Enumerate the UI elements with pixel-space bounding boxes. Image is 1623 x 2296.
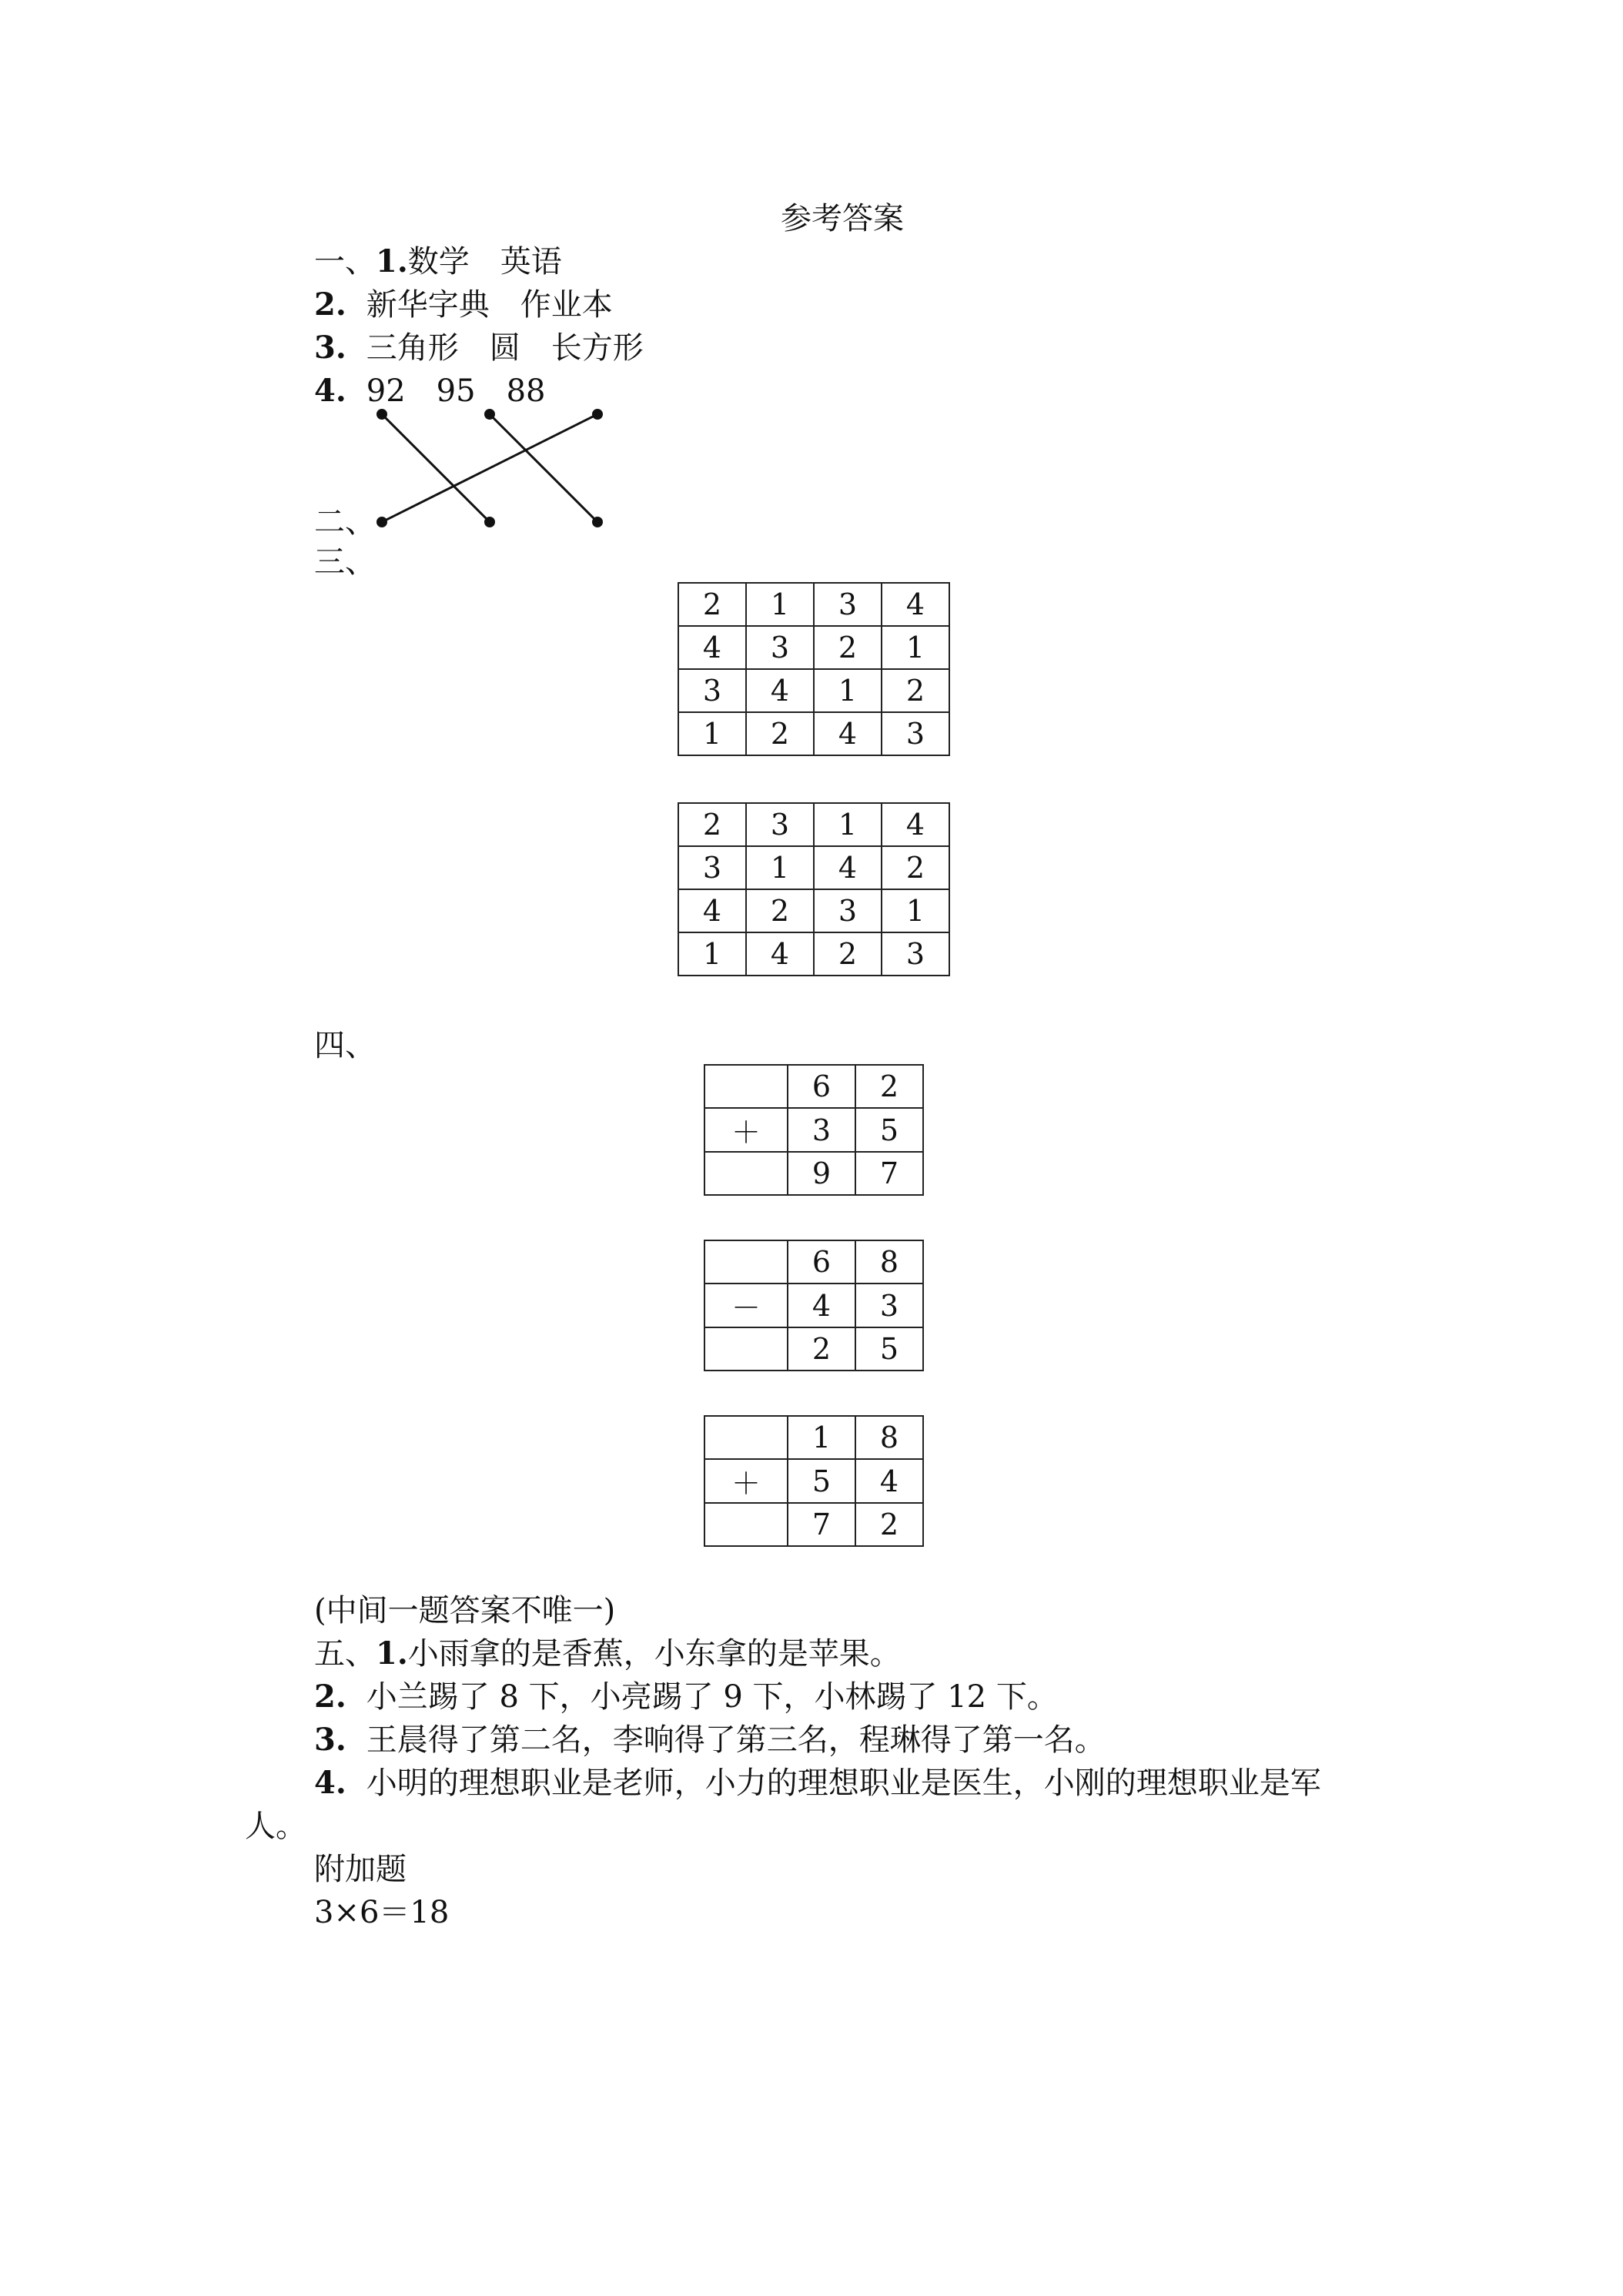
answer-text: 圆 [489, 330, 520, 366]
arithmetic-problem-3 [704, 1415, 924, 1547]
digit-cell: 1 [788, 1416, 855, 1459]
grid-cell: 2 [814, 626, 882, 669]
grid-cell: 3 [814, 583, 882, 626]
grid-cell: 3 [882, 932, 949, 976]
digit-cell: 2 [788, 1327, 855, 1371]
section1-item2 [314, 283, 613, 326]
table-row [704, 1108, 923, 1152]
operator-cell [704, 1152, 788, 1195]
grid-cell: 1 [746, 583, 814, 626]
answer-text: 小兰踢了 8 下，小亮踢了 9 下，小林踢了 12 下。 [366, 1679, 1058, 1715]
answer-text: 95 [436, 373, 476, 409]
matching-dot [592, 517, 603, 527]
digit-cell: 7 [855, 1152, 923, 1195]
section5-heading: 五、 [314, 1636, 376, 1672]
bonus-heading: 附加题 [314, 1852, 407, 1887]
digit-cell: 8 [855, 1240, 923, 1284]
grid-cell: 4 [814, 712, 882, 755]
sudoku-grid-2 [678, 802, 950, 976]
section2-heading: 二、 [314, 504, 376, 540]
operator-cell [704, 1240, 788, 1284]
grid-cell: 3 [814, 889, 882, 932]
section4-heading: 四、 [314, 1028, 376, 1063]
arithmetic-problem-1 [704, 1064, 924, 1196]
section1-item4-num: 4. [314, 373, 346, 409]
operator-cell [704, 1327, 788, 1371]
digit-cell: 4 [855, 1459, 923, 1503]
answer-text: 王晨得了第二名，李响得了第三名，程琳得了第一名。 [366, 1722, 1106, 1758]
answer-text: 作业本 [520, 287, 613, 323]
grid-cell: 4 [746, 669, 814, 712]
table-row [704, 1240, 923, 1284]
grid-cell: 2 [814, 932, 882, 976]
digit-cell: 8 [855, 1416, 923, 1459]
operator-cell: ＋ [704, 1459, 788, 1503]
matching-dot [376, 517, 387, 527]
answer-text: 新华字典 [366, 287, 490, 323]
grid-cell: 4 [746, 932, 814, 976]
table-row [678, 932, 949, 976]
table-row [704, 1284, 923, 1327]
grid-cell: 3 [678, 669, 746, 712]
section3-heading: 三、 [314, 544, 376, 580]
section5-item1 [314, 1632, 901, 1675]
digit-cell: 9 [788, 1152, 855, 1195]
grid-cell: 1 [678, 932, 746, 976]
digit-cell: 2 [855, 1065, 923, 1108]
answer-text: 88 [506, 373, 546, 409]
matching-line [490, 414, 597, 522]
grid-cell: 2 [678, 803, 746, 846]
grid-cell: 2 [678, 583, 746, 626]
section4-note: (中间一题答案不唯一) [314, 1593, 616, 1628]
section5-item4-num: 4. [314, 1765, 346, 1801]
operator-cell: － [704, 1284, 788, 1327]
grid-cell: 3 [746, 626, 814, 669]
digit-cell: 6 [788, 1065, 855, 1108]
table-row [678, 583, 949, 626]
bonus-answer: 3×6＝18 [314, 1895, 450, 1930]
table-row [678, 889, 949, 932]
section1-item3-num: 3. [314, 330, 346, 366]
matching-dot [484, 517, 495, 527]
section5-item2-num: 2. [314, 1678, 346, 1715]
grid-cell: 4 [882, 583, 949, 626]
section5-item1-num: 1. [376, 1635, 408, 1672]
digit-cell: 6 [788, 1240, 855, 1284]
table-row [704, 1152, 923, 1195]
answer-text: 数学 [407, 244, 470, 279]
answer-text: 长方形 [550, 330, 644, 366]
grid-cell: 1 [746, 846, 814, 889]
table-row [704, 1416, 923, 1459]
grid-cell: 3 [678, 846, 746, 889]
grid-cell: 2 [882, 846, 949, 889]
answer-text: 小明的理想职业是老师，小力的理想职业是医生，小刚的理想职业是军 [366, 1766, 1321, 1801]
section5-item3-num: 3. [314, 1722, 346, 1758]
table-row [704, 1327, 923, 1371]
digit-cell: 2 [855, 1503, 923, 1546]
grid-cell: 4 [678, 889, 746, 932]
section1-item1 [314, 240, 562, 283]
grid-cell: 4 [882, 803, 949, 846]
answer-text: 三角形 [366, 330, 459, 366]
digit-cell: 5 [855, 1327, 923, 1371]
digit-cell: 5 [855, 1108, 923, 1152]
grid-cell: 2 [882, 669, 949, 712]
matching-dot [592, 409, 603, 420]
section5-item4-continuation: 人。 [245, 1809, 306, 1844]
matching-dot [484, 409, 495, 420]
grid-cell: 4 [814, 846, 882, 889]
section5-item4 [314, 1762, 1321, 1805]
section1-item3 [314, 326, 644, 370]
operator-cell [704, 1065, 788, 1108]
grid-cell: 2 [746, 889, 814, 932]
matching-line [382, 414, 490, 522]
grid-cell: 4 [678, 626, 746, 669]
operator-cell [704, 1416, 788, 1459]
grid-cell: 3 [882, 712, 949, 755]
grid-cell: 1 [678, 712, 746, 755]
grid-cell: 2 [746, 712, 814, 755]
section1-item1-num: 1. [376, 243, 408, 279]
digit-cell: 3 [788, 1108, 855, 1152]
table-row [678, 712, 949, 755]
section5-item2 [314, 1675, 1058, 1719]
operator-cell: ＋ [704, 1108, 788, 1152]
table-row [678, 803, 949, 846]
operator-cell [704, 1503, 788, 1546]
matching-line [382, 414, 597, 522]
section1-heading: 一、 [314, 244, 376, 279]
answer-text: 英语 [500, 244, 562, 279]
answer-text: 小雨拿的是香蕉，小东拿的是苹果。 [407, 1636, 901, 1672]
matching-dot [376, 409, 387, 420]
section1-item2-num: 2. [314, 286, 346, 323]
table-row [704, 1503, 923, 1546]
sudoku-grid-1 [678, 582, 950, 756]
answer-text: 92 [366, 373, 406, 409]
grid-cell: 1 [882, 626, 949, 669]
digit-cell: 5 [788, 1459, 855, 1503]
matching-diagram [362, 400, 616, 539]
digit-cell: 3 [855, 1284, 923, 1327]
digit-cell: 4 [788, 1284, 855, 1327]
section5-item3 [314, 1719, 1106, 1762]
grid-cell: 1 [814, 803, 882, 846]
grid-cell: 3 [746, 803, 814, 846]
digit-cell: 7 [788, 1503, 855, 1546]
page-title: 参考答案 [781, 201, 904, 236]
grid-cell: 1 [814, 669, 882, 712]
grid-cell: 1 [882, 889, 949, 932]
table-row [704, 1459, 923, 1503]
table-row [678, 669, 949, 712]
table-row [678, 626, 949, 669]
table-row [678, 846, 949, 889]
table-row [704, 1065, 923, 1108]
arithmetic-problem-2 [704, 1240, 924, 1371]
